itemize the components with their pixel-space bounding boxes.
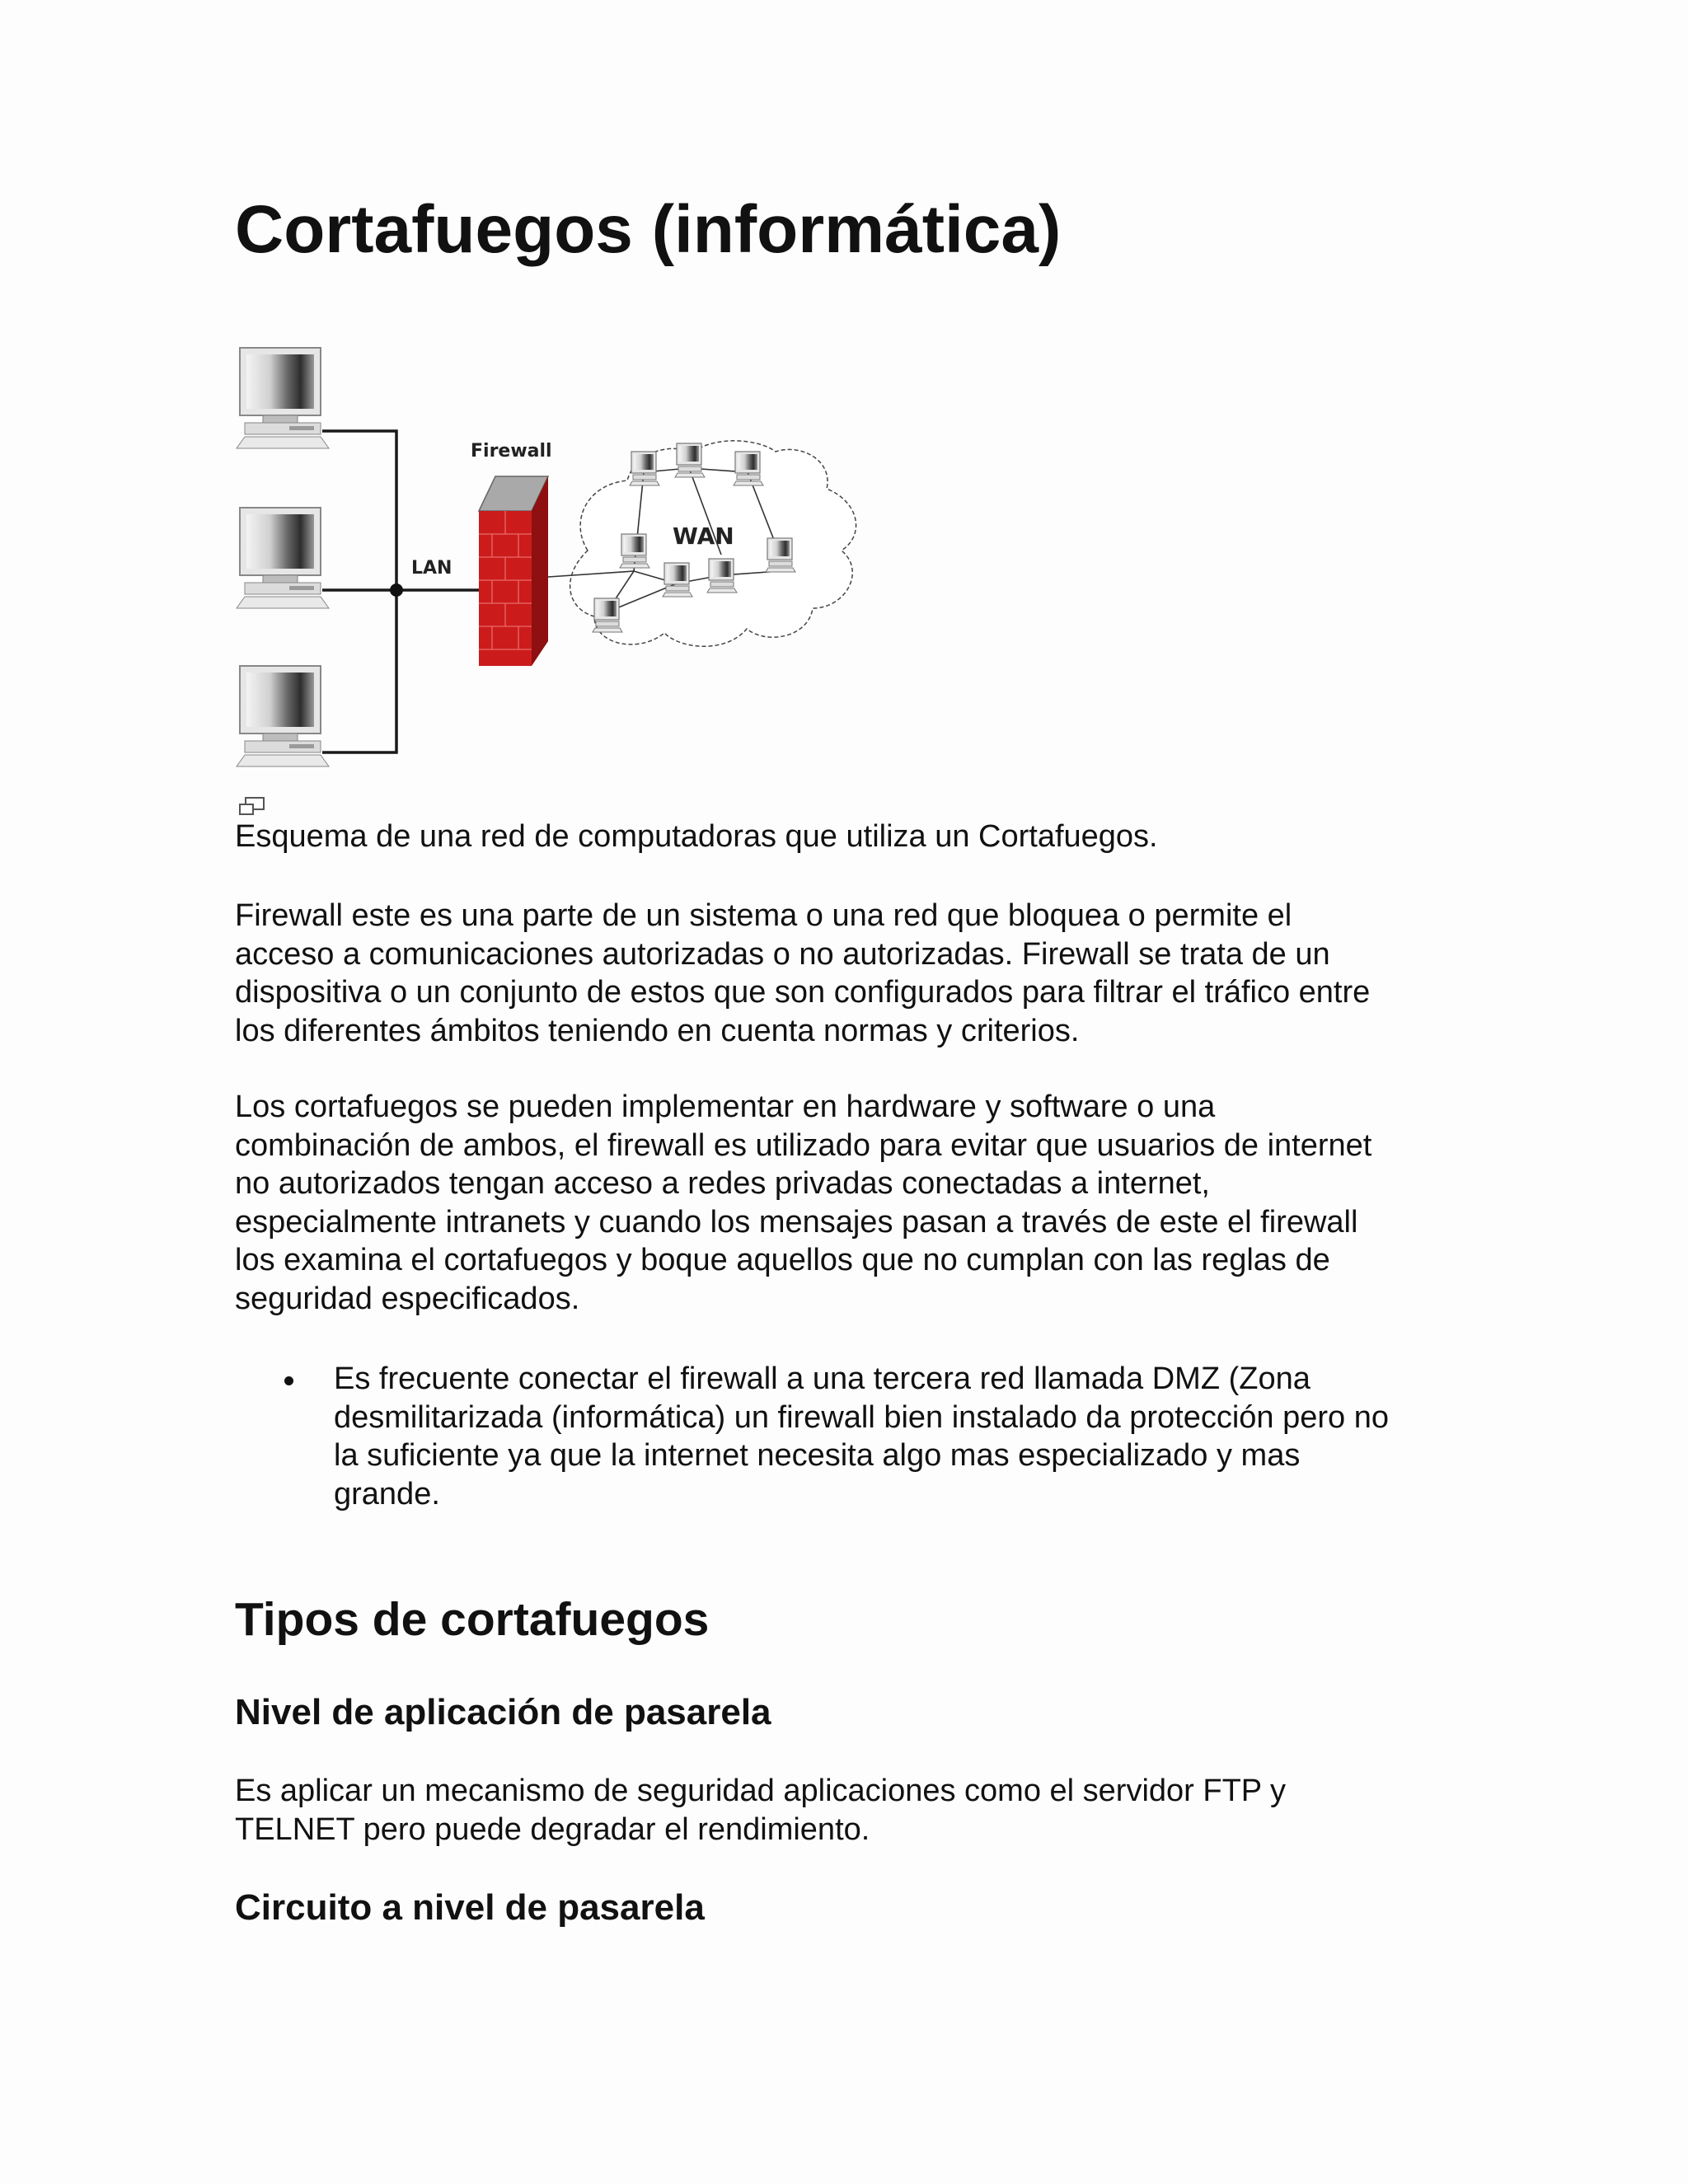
text-line: desmilitarizada (informática) un firewall bien instalado da protección pero no [334, 1399, 1389, 1435]
lan-label: LAN [411, 558, 452, 579]
text-line: especialmente intranets y cuando los mensajes pasan a través de este el firewall [235, 1204, 1358, 1240]
bullet-list [235, 1360, 1389, 1513]
text-line: la suficiente ya que la internet necesita algo mas especializado y mas [334, 1438, 1301, 1473]
text-line: Es aplicar un mecanismo de seguridad aplicaciones como el servidor FTP y [235, 1774, 1287, 1808]
text-line: Los cortafuegos se pueden implementar en hardware y software o una [235, 1090, 1216, 1124]
section-heading: Tipos de cortafuegos [235, 1593, 710, 1646]
bullet-icon [284, 1376, 293, 1385]
network-diagram [232, 336, 866, 790]
text-line: acceso a comunicaciones autorizadas o no autorizadas. Firewall se trata de un [235, 936, 1330, 972]
text-line: los diferentes ámbitos teniendo en cuenta normas y criterios. [235, 1013, 1080, 1048]
lan-computer-1 [237, 348, 329, 448]
wan-label: WAN [673, 523, 734, 550]
text-line: grande. [334, 1476, 440, 1511]
lan-computer-3 [237, 666, 329, 766]
paragraph-firewall-implementation [235, 1088, 1372, 1318]
subsection-heading-circuit-gateway: Circuito a nivel de pasarela [235, 1887, 705, 1928]
text-line: Es frecuente conectar el firewall a una tercera red llamada DMZ (Zona [334, 1361, 1311, 1396]
text-line: dispositiva o un conjunto de estos que son configurados para filtrar el tráfico entre [235, 975, 1371, 1010]
text-line: combinación de ambos, el firewall es utilizado para evitar que usuarios de internet [235, 1127, 1372, 1163]
lan-hub-node [390, 583, 403, 597]
figure-caption: Esquema de una red de computadoras que utiliza un Cortafuegos. [235, 819, 1158, 854]
text-line: Firewall este es una parte de un sistema o una red que bloquea o permite el [235, 898, 1292, 933]
firewall-label: Firewall [471, 441, 552, 462]
list-item [235, 1360, 1389, 1513]
text-line: seguridad especificados. [235, 1281, 580, 1316]
text-line: TELNET pero puede degradar el rendimiento. [235, 1811, 870, 1847]
page-title: Cortafuegos (informática) [235, 192, 1062, 267]
enlarge-icon[interactable] [238, 796, 266, 818]
paragraph-firewall-definition [235, 897, 1370, 1050]
firewall-wall [479, 476, 548, 666]
paragraph-application-gateway [235, 1772, 1286, 1849]
text-line: los examina el cortafuegos y boque aquellos que no cumplan con las reglas de [235, 1243, 1330, 1277]
lan-computer-2 [237, 508, 329, 608]
subsection-heading-application-gateway: Nivel de aplicación de pasarela [235, 1692, 771, 1732]
text-line: no autorizados tengan acceso a redes privadas conectadas a internet, [235, 1166, 1210, 1201]
